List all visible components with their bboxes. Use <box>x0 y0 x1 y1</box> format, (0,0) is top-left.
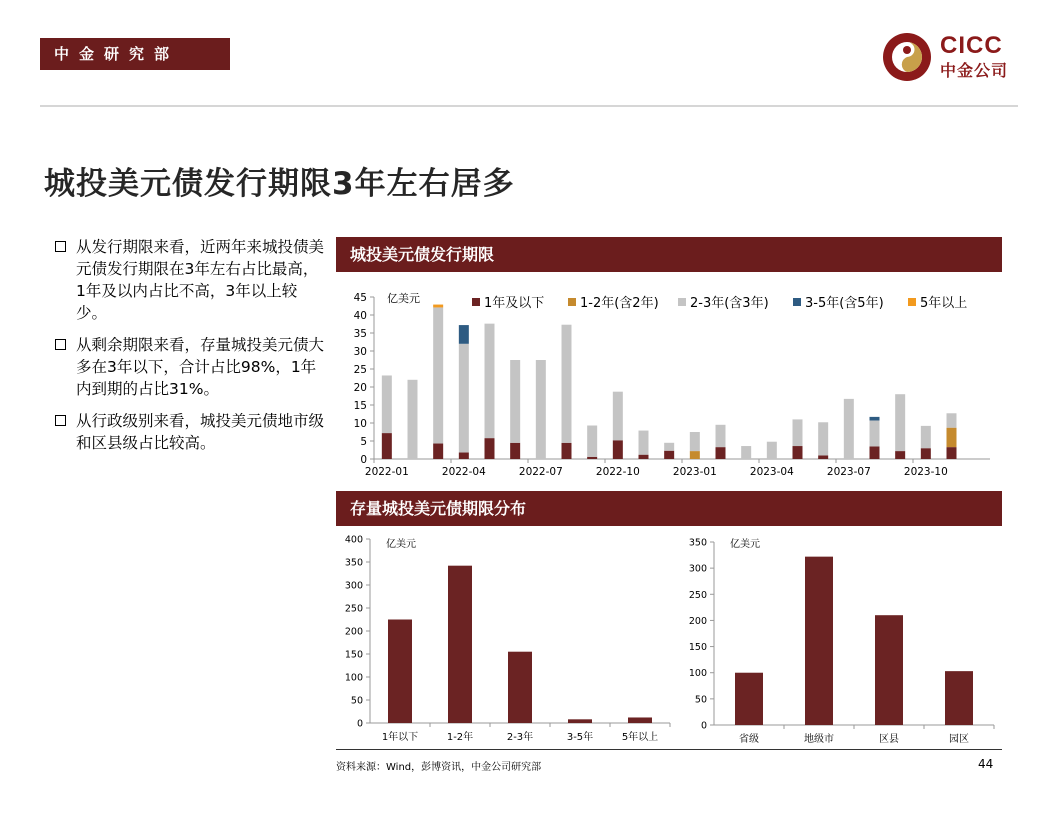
bar-segment <box>664 443 674 451</box>
checkbox-bullet-icon <box>55 241 66 252</box>
legend-label: 1年及以下 <box>484 296 545 311</box>
bar-segment <box>844 399 854 459</box>
bar-segment <box>767 442 777 459</box>
legend-swatch <box>568 298 576 306</box>
footer-divider <box>336 749 1002 750</box>
y-tick-label: 50 <box>694 694 707 706</box>
bullet-text: 从行政级别来看，城投美元债地市级和区县级占比较高。 <box>76 412 325 452</box>
stock-chart-title: 存量城投美元债期限分布 <box>336 491 1002 526</box>
bar-segment <box>716 447 726 459</box>
bar-segment <box>382 433 392 459</box>
bar-segment <box>587 457 597 459</box>
y-tick-label: 40 <box>353 310 367 322</box>
bar <box>508 652 532 723</box>
bar-segment <box>510 443 520 459</box>
unit-label: 亿美元 <box>730 539 760 550</box>
header-divider <box>40 105 1018 107</box>
bar-segment <box>793 419 803 446</box>
department-label: 中金研究部 <box>40 38 230 70</box>
y-tick-label: 150 <box>688 642 707 654</box>
admin-level-chart <box>676 532 1002 750</box>
bar-segment <box>408 380 418 459</box>
legend-label: 3-5年(含5年) <box>805 296 884 311</box>
y-tick-label: 15 <box>353 400 367 412</box>
bar <box>945 671 973 725</box>
bar <box>448 566 472 723</box>
x-tick-label: 2-3年 <box>506 732 534 743</box>
legend-swatch <box>678 298 686 306</box>
bar-segment <box>459 325 469 344</box>
y-tick-label: 350 <box>344 557 363 569</box>
bullet-list <box>55 236 325 464</box>
bar <box>388 620 412 724</box>
page-title: 城投美元债发行期限3年左右居多 <box>44 166 515 202</box>
bar-segment <box>382 375 392 433</box>
x-tick-label: 2022-01 <box>364 466 409 478</box>
bar-segment <box>895 451 905 459</box>
bar-segment <box>485 438 495 459</box>
bar <box>628 717 652 723</box>
x-tick-label: 2023-10 <box>903 466 948 478</box>
bullet-text: 从发行期限来看，近两年来城投债美元债发行期限在3年左右占比最高，1年及以内占比不高，3年以上较少。 <box>76 238 325 322</box>
bar-segment <box>536 360 546 459</box>
y-tick-label: 350 <box>688 537 707 549</box>
y-tick-label: 250 <box>688 589 707 601</box>
bar-segment <box>741 446 751 459</box>
bar-segment <box>895 394 905 451</box>
issuance-chart-title: 城投美元债发行期限 <box>336 237 1002 272</box>
bar-segment <box>664 451 674 459</box>
bullet-item <box>55 410 325 454</box>
x-tick-label: 1-2年 <box>446 732 474 743</box>
x-tick-label: 园区 <box>949 734 969 745</box>
issuance-tenor-chart <box>336 280 1002 486</box>
bar-segment <box>793 446 803 459</box>
logo-text-en: CICC <box>940 32 1003 59</box>
page-number: 44 <box>978 757 994 771</box>
y-tick-label: 200 <box>688 615 707 627</box>
legend-label: 2-3年(含3年) <box>690 296 769 311</box>
x-tick-label: 2023-01 <box>672 466 717 478</box>
legend-swatch <box>472 298 480 306</box>
bar-segment <box>485 324 495 438</box>
bar <box>735 673 763 725</box>
x-tick-label: 省级 <box>739 734 759 745</box>
bar-segment <box>947 447 957 459</box>
bar-segment <box>921 448 931 459</box>
bullet-item <box>55 334 325 400</box>
x-tick-label: 地级市 <box>804 734 834 745</box>
y-tick-label: 0 <box>356 718 363 730</box>
x-tick-label: 2022-04 <box>441 466 486 478</box>
y-tick-label: 30 <box>353 346 367 358</box>
source-note: 资料来源：Wind，彭博资讯，中金公司研究部 <box>336 762 542 773</box>
x-tick-label: 2022-07 <box>518 466 563 478</box>
remaining-tenor-chart <box>336 532 672 750</box>
bullet-item <box>55 236 325 324</box>
checkbox-bullet-icon <box>55 415 66 426</box>
bar <box>875 615 903 725</box>
bar-segment <box>947 413 957 427</box>
bar-segment <box>613 392 623 441</box>
x-tick-label: 2023-04 <box>749 466 794 478</box>
bullet-text: 从剩余期限来看，存量城投美元债大多在3年以下，合计占比98%，1年内到期的占比31%。 <box>76 336 325 398</box>
x-tick-label: 3-5年 <box>566 732 594 743</box>
bar-segment <box>870 446 880 459</box>
x-tick-label: 2023-07 <box>826 466 871 478</box>
x-tick-label: 2022-10 <box>595 466 640 478</box>
y-tick-label: 400 <box>344 534 363 546</box>
x-tick-label: 区县 <box>879 734 899 745</box>
bar-segment <box>921 426 931 448</box>
bar-segment <box>639 455 649 459</box>
bar-segment <box>870 417 880 421</box>
bar-segment <box>587 426 597 457</box>
legend-swatch <box>908 298 916 306</box>
bar-segment <box>459 453 469 459</box>
bar-segment <box>562 443 572 459</box>
legend-label: 1-2年(含2年) <box>580 296 659 311</box>
bar <box>805 557 833 725</box>
y-tick-label: 20 <box>353 382 367 394</box>
bar-segment <box>947 428 957 447</box>
bar <box>568 719 592 723</box>
y-tick-label: 200 <box>344 626 363 638</box>
bar-segment <box>459 344 469 453</box>
x-tick-label: 5年以上 <box>621 732 659 743</box>
y-tick-label: 50 <box>350 695 363 707</box>
checkbox-bullet-icon <box>55 339 66 350</box>
y-tick-label: 150 <box>344 649 363 661</box>
y-tick-label: 35 <box>353 328 367 340</box>
bar-segment <box>510 360 520 443</box>
bar-segment <box>818 455 828 459</box>
unit-label: 亿美元 <box>386 539 416 550</box>
bar-segment <box>562 325 572 443</box>
y-tick-label: 100 <box>344 672 363 684</box>
bar-segment <box>639 431 649 455</box>
y-tick-label: 25 <box>353 364 367 376</box>
y-tick-label: 5 <box>360 436 367 448</box>
y-tick-label: 0 <box>700 720 707 732</box>
y-tick-label: 45 <box>353 292 367 304</box>
y-tick-label: 0 <box>360 454 367 466</box>
bar-segment <box>433 305 443 308</box>
legend-label: 5年以上 <box>920 296 968 311</box>
y-tick-label: 10 <box>353 418 367 430</box>
unit-label: 亿美元 <box>387 292 420 305</box>
bar-segment <box>433 307 443 443</box>
logo-text-cn: 中金公司 <box>940 61 1009 80</box>
cicc-logo-icon <box>880 30 934 84</box>
bar-segment <box>716 425 726 447</box>
cicc-logo <box>880 30 1020 84</box>
bar-segment <box>818 422 828 455</box>
bar-segment <box>690 451 700 459</box>
y-tick-label: 300 <box>344 580 363 592</box>
legend-swatch <box>793 298 801 306</box>
bar-segment <box>613 440 623 459</box>
bar-segment <box>870 420 880 446</box>
bar-segment <box>690 432 700 451</box>
y-tick-label: 100 <box>688 668 707 680</box>
bar-segment <box>433 444 443 459</box>
y-tick-label: 250 <box>344 603 363 615</box>
y-tick-label: 300 <box>688 563 707 575</box>
x-tick-label: 1年以下 <box>381 732 419 743</box>
